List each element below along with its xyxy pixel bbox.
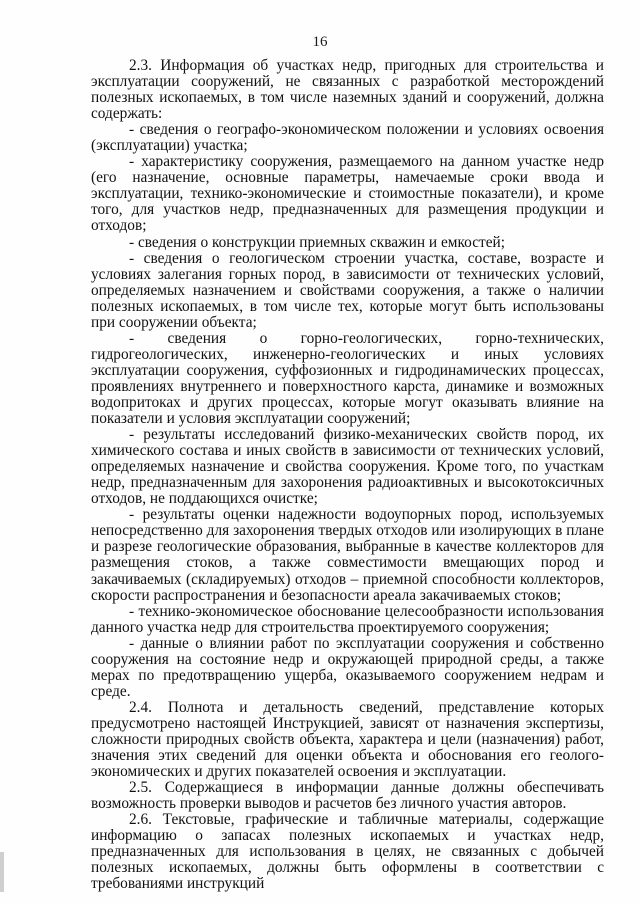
list-item-reliability-assessment: - результаты оценки надежности водоупорных пород, используемых непосредственно для захоронения твердых отходов или изолирующих в плане и разрезе геологические образования, выбранные в качестве коллекторов для размещения стоков, а также совместимости вмещающих пород и закачиваемых (складируемых) отходов – приемной способности коллекторов, скорости распространения и безопасности ареала закачиваемых стоков;	[91, 506, 604, 604]
list-item-mining-conditions: - сведения о горно-геологических, горно-технических, гидрогеологических, инженерно-геологических и иных условиях эксплуатации сооружения, суффозионных и гидродинамических процессах, проявлениях внутреннего и поверхностного карста, динамике и возможных водопритоках и других процессах, которые могут оказывать влияние на показатели и условия эксплуатации сооружений;	[91, 329, 604, 428]
list-item-environmental-impact: - данные о влиянии работ по эксплуатации сооружения и собственно сооружения на состояние недр и окружающей природной среды, а также мерах по предотвращению ущерба, оказываемого сооружением недрам и среде.	[91, 634, 604, 700]
scan-edge-mark	[0, 852, 4, 892]
list-item-well-construction: - сведения о конструкции приемных скважин и емкостей;	[129, 233, 506, 251]
paragraph-2-3: 2.3. Информация об участках недр, пригодных для строительства и эксплуатации сооружений, не связанных с разработкой месторождений полезных ископаемых, в том числе наземных зданий и сооружений, должна содержать:	[91, 57, 604, 123]
document-body	[91, 58, 604, 892]
paragraph-2-5: 2.5. Содержащиеся в информации данные должны обеспечивать возможность проверки выводов и расчетов без личного участия авторов.	[91, 779, 604, 813]
paragraph-2-4: 2.4. Полнота и детальность сведений, представление которых предусмотрено настоящей Инструкцией, зависят от назначения экспертизы, сложности природных свойств объекта, характера и цели (назначения) работ, значения этих сведений для оценки объекта и обоснования его геолого-экономических и других показателей освоения и эксплуатации.	[91, 698, 604, 781]
list-item-geo-economic: - сведения о географо-экономическом положении и условиях освоения (эксплуатации) участка;	[91, 121, 604, 155]
list-item-geological-structure: - сведения о геологическом строении участка, составе, возрасте и условиях залегания горных пород, в зависимости от технических условий, определяемых назначением и свойствами сооружения, а также о наличии полезных ископаемых, в том числе тех, которые могут быть использованы при сооружении объекта;	[91, 249, 604, 331]
list-item-structure-characteristics: - характеристику сооружения, размещаемого на данном участке недр (его назначение, основные параметры, намечаемые сроки ввода и эксплуатации, технико-экономические и стоимостные показатели), и кроме того, для участков недр, предназначенных для размещения продукции и отходов;	[91, 153, 604, 235]
list-item-feasibility-study: - технико-экономическое обоснование целесообразности использования данного участка недр для строительства проектируемого сооружения;	[91, 602, 604, 636]
paragraph-2-6: 2.6. Текстовые, графические и табличные материалы, содержащие информацию о запасах полезных ископаемых и участках недр, предназначенных для использования в целях, не связанных с добычей полезных ископаемых, должны быть оформлены в соответствии с требованиями инструкций	[91, 811, 604, 893]
page-number: 16	[312, 34, 328, 50]
list-item-rock-properties: - результаты исследований физико-механических свойств пород, их химического состава и иных свойств в зависимости от технических условий, определяемых назначение и свойства сооружения. Кроме того, по участкам недр, предназначенным для захоронения радиоактивных и высокотоксичных отходов, не поддающихся очистке;	[91, 426, 604, 508]
